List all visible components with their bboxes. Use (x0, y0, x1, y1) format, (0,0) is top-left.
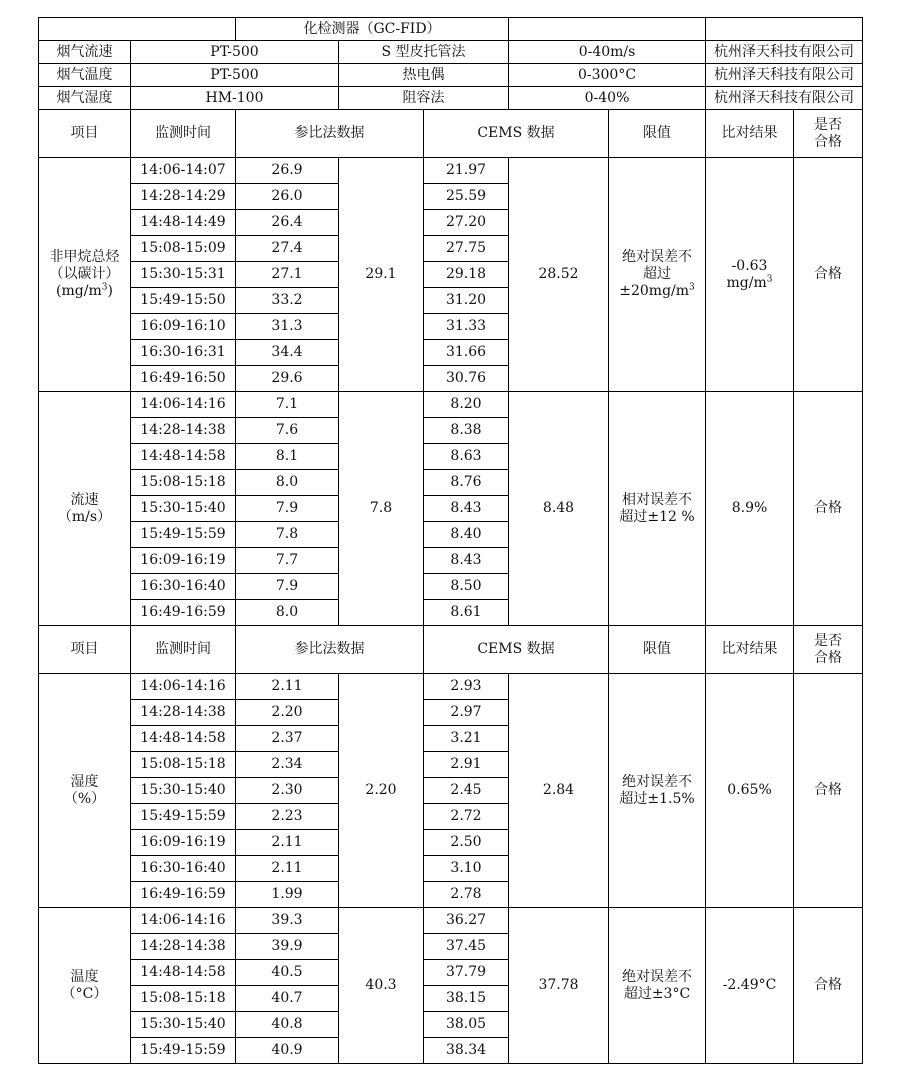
monitor-time: 15:49-15:50 (131, 288, 236, 314)
instrument-row (39, 64, 863, 87)
monitor-time: 14:28-14:38 (131, 700, 236, 726)
cems-value: 2.78 (424, 882, 509, 908)
monitor-time: 14:06-14:16 (131, 908, 236, 934)
limit-value-text: 绝对误差不 超过 ±20mg/m (619, 249, 693, 299)
monitor-time: 15:49-15:59 (131, 522, 236, 548)
cems-value: 31.20 (424, 288, 509, 314)
instrument-model: HM-100 (131, 87, 339, 110)
ref-average: 7.8 (339, 392, 424, 626)
header-limit: 限值 (609, 110, 706, 158)
monitor-time: 16:49-16:50 (131, 366, 236, 392)
cems-value: 27.75 (424, 236, 509, 262)
header-time: 监测时间 (131, 626, 236, 674)
ref-value: 7.9 (236, 574, 339, 600)
cems-value: 27.20 (424, 210, 509, 236)
cems-value: 2.45 (424, 778, 509, 804)
ref-value: 2.11 (236, 856, 339, 882)
monitor-time: 14:48-14:58 (131, 960, 236, 986)
monitor-time: 16:09-16:19 (131, 830, 236, 856)
instrument-param: 烟气流速 (39, 41, 131, 64)
monitor-time: 15:30-15:31 (131, 262, 236, 288)
ref-value: 39.3 (236, 908, 339, 934)
monitor-time: 15:08-15:09 (131, 236, 236, 262)
section-label-text: 非甲烷总烃 （以碳计） (mg/m (49, 249, 120, 299)
instrument-row (39, 41, 863, 64)
monitor-time: 16:49-16:59 (131, 882, 236, 908)
cems-value: 8.40 (424, 522, 509, 548)
monitor-time: 15:49-15:59 (131, 1038, 236, 1064)
comparison-result (706, 392, 794, 626)
ref-value: 1.99 (236, 882, 339, 908)
instrument-method: S 型皮托管法 (339, 41, 509, 64)
header-cems: CEMS 数据 (424, 110, 609, 158)
comparison-result (706, 674, 794, 908)
header-time: 监测时间 (131, 110, 236, 158)
header-cems: CEMS 数据 (424, 626, 609, 674)
comparison-result-text: -2.49°C (722, 977, 777, 993)
section-label-text: 流速 （m/s） (57, 491, 112, 525)
instrument-range: 0-300°C (509, 64, 706, 87)
cems-value: 2.91 (424, 752, 509, 778)
comparison-result-text: 8.9% (731, 500, 768, 516)
ref-value: 7.7 (236, 548, 339, 574)
header-pass: 是否 合格 (794, 110, 863, 158)
monitor-time: 16:09-16:19 (131, 548, 236, 574)
ref-value: 2.30 (236, 778, 339, 804)
ref-value: 8.0 (236, 600, 339, 626)
cems-value: 8.43 (424, 496, 509, 522)
cems-average: 28.52 (509, 158, 609, 392)
cems-value: 2.72 (424, 804, 509, 830)
comparison-report (38, 17, 862, 1073)
table-body (39, 18, 863, 1064)
monitor-time: 15:08-15:18 (131, 986, 236, 1012)
pass-status: 合格 (794, 158, 863, 392)
cems-average: 8.48 (509, 392, 609, 626)
cems-average: 37.78 (509, 908, 609, 1064)
limit-value-text: 相对误差不 超过±12 % (619, 491, 695, 525)
cems-value: 8.43 (424, 548, 509, 574)
ref-value: 7.8 (236, 522, 339, 548)
section-label (39, 674, 131, 908)
header-item: 项目 (39, 626, 131, 674)
limit-value-text: 绝对误差不 超过±3°C (622, 968, 693, 1002)
cems-average: 2.84 (509, 674, 609, 908)
instrument-maker: 杭州泽天科技有限公司 (706, 87, 863, 110)
cems-value: 8.63 (424, 444, 509, 470)
ref-value: 39.9 (236, 934, 339, 960)
cems-value: 2.50 (424, 830, 509, 856)
pass-status: 合格 (794, 674, 863, 908)
table-row (39, 392, 863, 418)
ref-value: 2.37 (236, 726, 339, 752)
cems-value: 30.76 (424, 366, 509, 392)
instrument-maker: 杭州泽天科技有限公司 (706, 41, 863, 64)
comparison-result-sup: 3 (766, 273, 773, 284)
top-row (39, 18, 863, 41)
monitor-time: 14:48-14:49 (131, 210, 236, 236)
header-ref: 参比法数据 (236, 110, 424, 158)
cems-value: 37.45 (424, 934, 509, 960)
limit-value (609, 674, 706, 908)
instrument-range: 0-40% (509, 87, 706, 110)
header-pass: 是否 合格 (794, 626, 863, 674)
ref-value: 34.4 (236, 340, 339, 366)
ref-value: 33.2 (236, 288, 339, 314)
instrument-model: PT-500 (131, 64, 339, 87)
ref-average: 2.20 (339, 674, 424, 908)
cems-value: 3.21 (424, 726, 509, 752)
section-label-text: 湿度 （%） (63, 773, 106, 807)
cems-value: 38.34 (424, 1038, 509, 1064)
cems-value: 38.15 (424, 986, 509, 1012)
monitor-time: 14:28-14:29 (131, 184, 236, 210)
instrument-param: 烟气湿度 (39, 87, 131, 110)
ref-value: 2.20 (236, 700, 339, 726)
instrument-row (39, 87, 863, 110)
cems-value: 8.61 (424, 600, 509, 626)
ref-value: 7.6 (236, 418, 339, 444)
cems-value: 29.18 (424, 262, 509, 288)
ref-value: 7.9 (236, 496, 339, 522)
ref-value: 40.9 (236, 1038, 339, 1064)
section-label (39, 158, 131, 392)
ref-value: 26.4 (236, 210, 339, 236)
cems-value: 8.76 (424, 470, 509, 496)
monitor-time: 14:48-14:58 (131, 726, 236, 752)
section-label-sup: 3 (101, 282, 108, 293)
ref-value: 8.0 (236, 470, 339, 496)
section-label (39, 392, 131, 626)
monitor-time: 14:48-14:58 (131, 444, 236, 470)
table-row (39, 674, 863, 700)
cems-value: 37.79 (424, 960, 509, 986)
column-header-row (39, 110, 863, 158)
header-result: 比对结果 (706, 626, 794, 674)
monitor-time: 14:06-14:16 (131, 674, 236, 700)
monitor-time: 15:30-15:40 (131, 1012, 236, 1038)
monitor-time: 16:30-16:31 (131, 340, 236, 366)
ref-average: 29.1 (339, 158, 424, 392)
table-row (39, 908, 863, 934)
ref-value: 29.6 (236, 366, 339, 392)
ref-value: 40.7 (236, 986, 339, 1012)
comparison-result (706, 158, 794, 392)
ref-value: 31.3 (236, 314, 339, 340)
header-item: 项目 (39, 110, 131, 158)
comparison-result-text: -0.63 mg/m (726, 257, 768, 291)
instrument-method: 热电偶 (339, 64, 509, 87)
ref-value: 2.11 (236, 674, 339, 700)
top-row-blank-2 (509, 18, 706, 41)
pass-status: 合格 (794, 392, 863, 626)
ref-value: 2.23 (236, 804, 339, 830)
header-limit: 限值 (609, 626, 706, 674)
limit-value (609, 908, 706, 1064)
section-label (39, 908, 131, 1064)
monitor-time: 16:30-16:40 (131, 574, 236, 600)
limit-value (609, 158, 706, 392)
table-row (39, 158, 863, 184)
ref-value: 27.4 (236, 236, 339, 262)
cems-value: 36.27 (424, 908, 509, 934)
comparison-result-text: 0.65% (727, 782, 772, 798)
ref-average: 40.3 (339, 908, 424, 1064)
cems-value: 31.33 (424, 314, 509, 340)
cems-value: 31.66 (424, 340, 509, 366)
limit-value-sup: 3 (689, 282, 695, 293)
monitor-time: 16:49-16:59 (131, 600, 236, 626)
ref-value: 40.5 (236, 960, 339, 986)
ref-value: 2.11 (236, 830, 339, 856)
cems-value: 3.10 (424, 856, 509, 882)
top-row-blank-3 (706, 18, 863, 41)
comparison-result (706, 908, 794, 1064)
monitor-time: 14:28-14:38 (131, 934, 236, 960)
monitor-time: 15:08-15:18 (131, 752, 236, 778)
cems-value: 21.97 (424, 158, 509, 184)
ref-value: 27.1 (236, 262, 339, 288)
ref-value: 2.34 (236, 752, 339, 778)
instrument-param: 烟气温度 (39, 64, 131, 87)
monitor-time: 16:30-16:40 (131, 856, 236, 882)
monitor-time: 15:30-15:40 (131, 778, 236, 804)
cems-value: 25.59 (424, 184, 509, 210)
cems-value: 8.38 (424, 418, 509, 444)
instrument-model: PT-500 (131, 41, 339, 64)
cems-value: 2.97 (424, 700, 509, 726)
monitor-time: 15:30-15:40 (131, 496, 236, 522)
pass-status: 合格 (794, 908, 863, 1064)
section-label-text: 温度 （°C） (61, 968, 108, 1002)
top-row-method: 化检测器（GC-FID） (236, 18, 509, 41)
monitor-time: 14:06-14:16 (131, 392, 236, 418)
ref-value: 26.9 (236, 158, 339, 184)
instrument-method: 阻容法 (339, 87, 509, 110)
cems-value: 2.93 (424, 674, 509, 700)
header-ref: 参比法数据 (236, 626, 424, 674)
section-label-tail: ) (107, 283, 113, 299)
cems-value: 8.20 (424, 392, 509, 418)
ref-value: 7.1 (236, 392, 339, 418)
limit-value (609, 392, 706, 626)
instrument-maker: 杭州泽天科技有限公司 (706, 64, 863, 87)
monitor-time: 14:06-14:07 (131, 158, 236, 184)
comparison-table (38, 17, 863, 1064)
instrument-range: 0-40m/s (509, 41, 706, 64)
monitor-time: 15:49-15:59 (131, 804, 236, 830)
cems-value: 8.50 (424, 574, 509, 600)
cems-value: 38.05 (424, 1012, 509, 1038)
monitor-time: 15:08-15:18 (131, 470, 236, 496)
ref-value: 26.0 (236, 184, 339, 210)
ref-value: 8.1 (236, 444, 339, 470)
monitor-time: 16:09-16:10 (131, 314, 236, 340)
monitor-time: 14:28-14:38 (131, 418, 236, 444)
limit-value-text: 绝对误差不 超过±1.5% (619, 773, 695, 807)
column-header-row (39, 626, 863, 674)
ref-value: 40.8 (236, 1012, 339, 1038)
header-result: 比对结果 (706, 110, 794, 158)
top-row-blank (39, 18, 236, 41)
